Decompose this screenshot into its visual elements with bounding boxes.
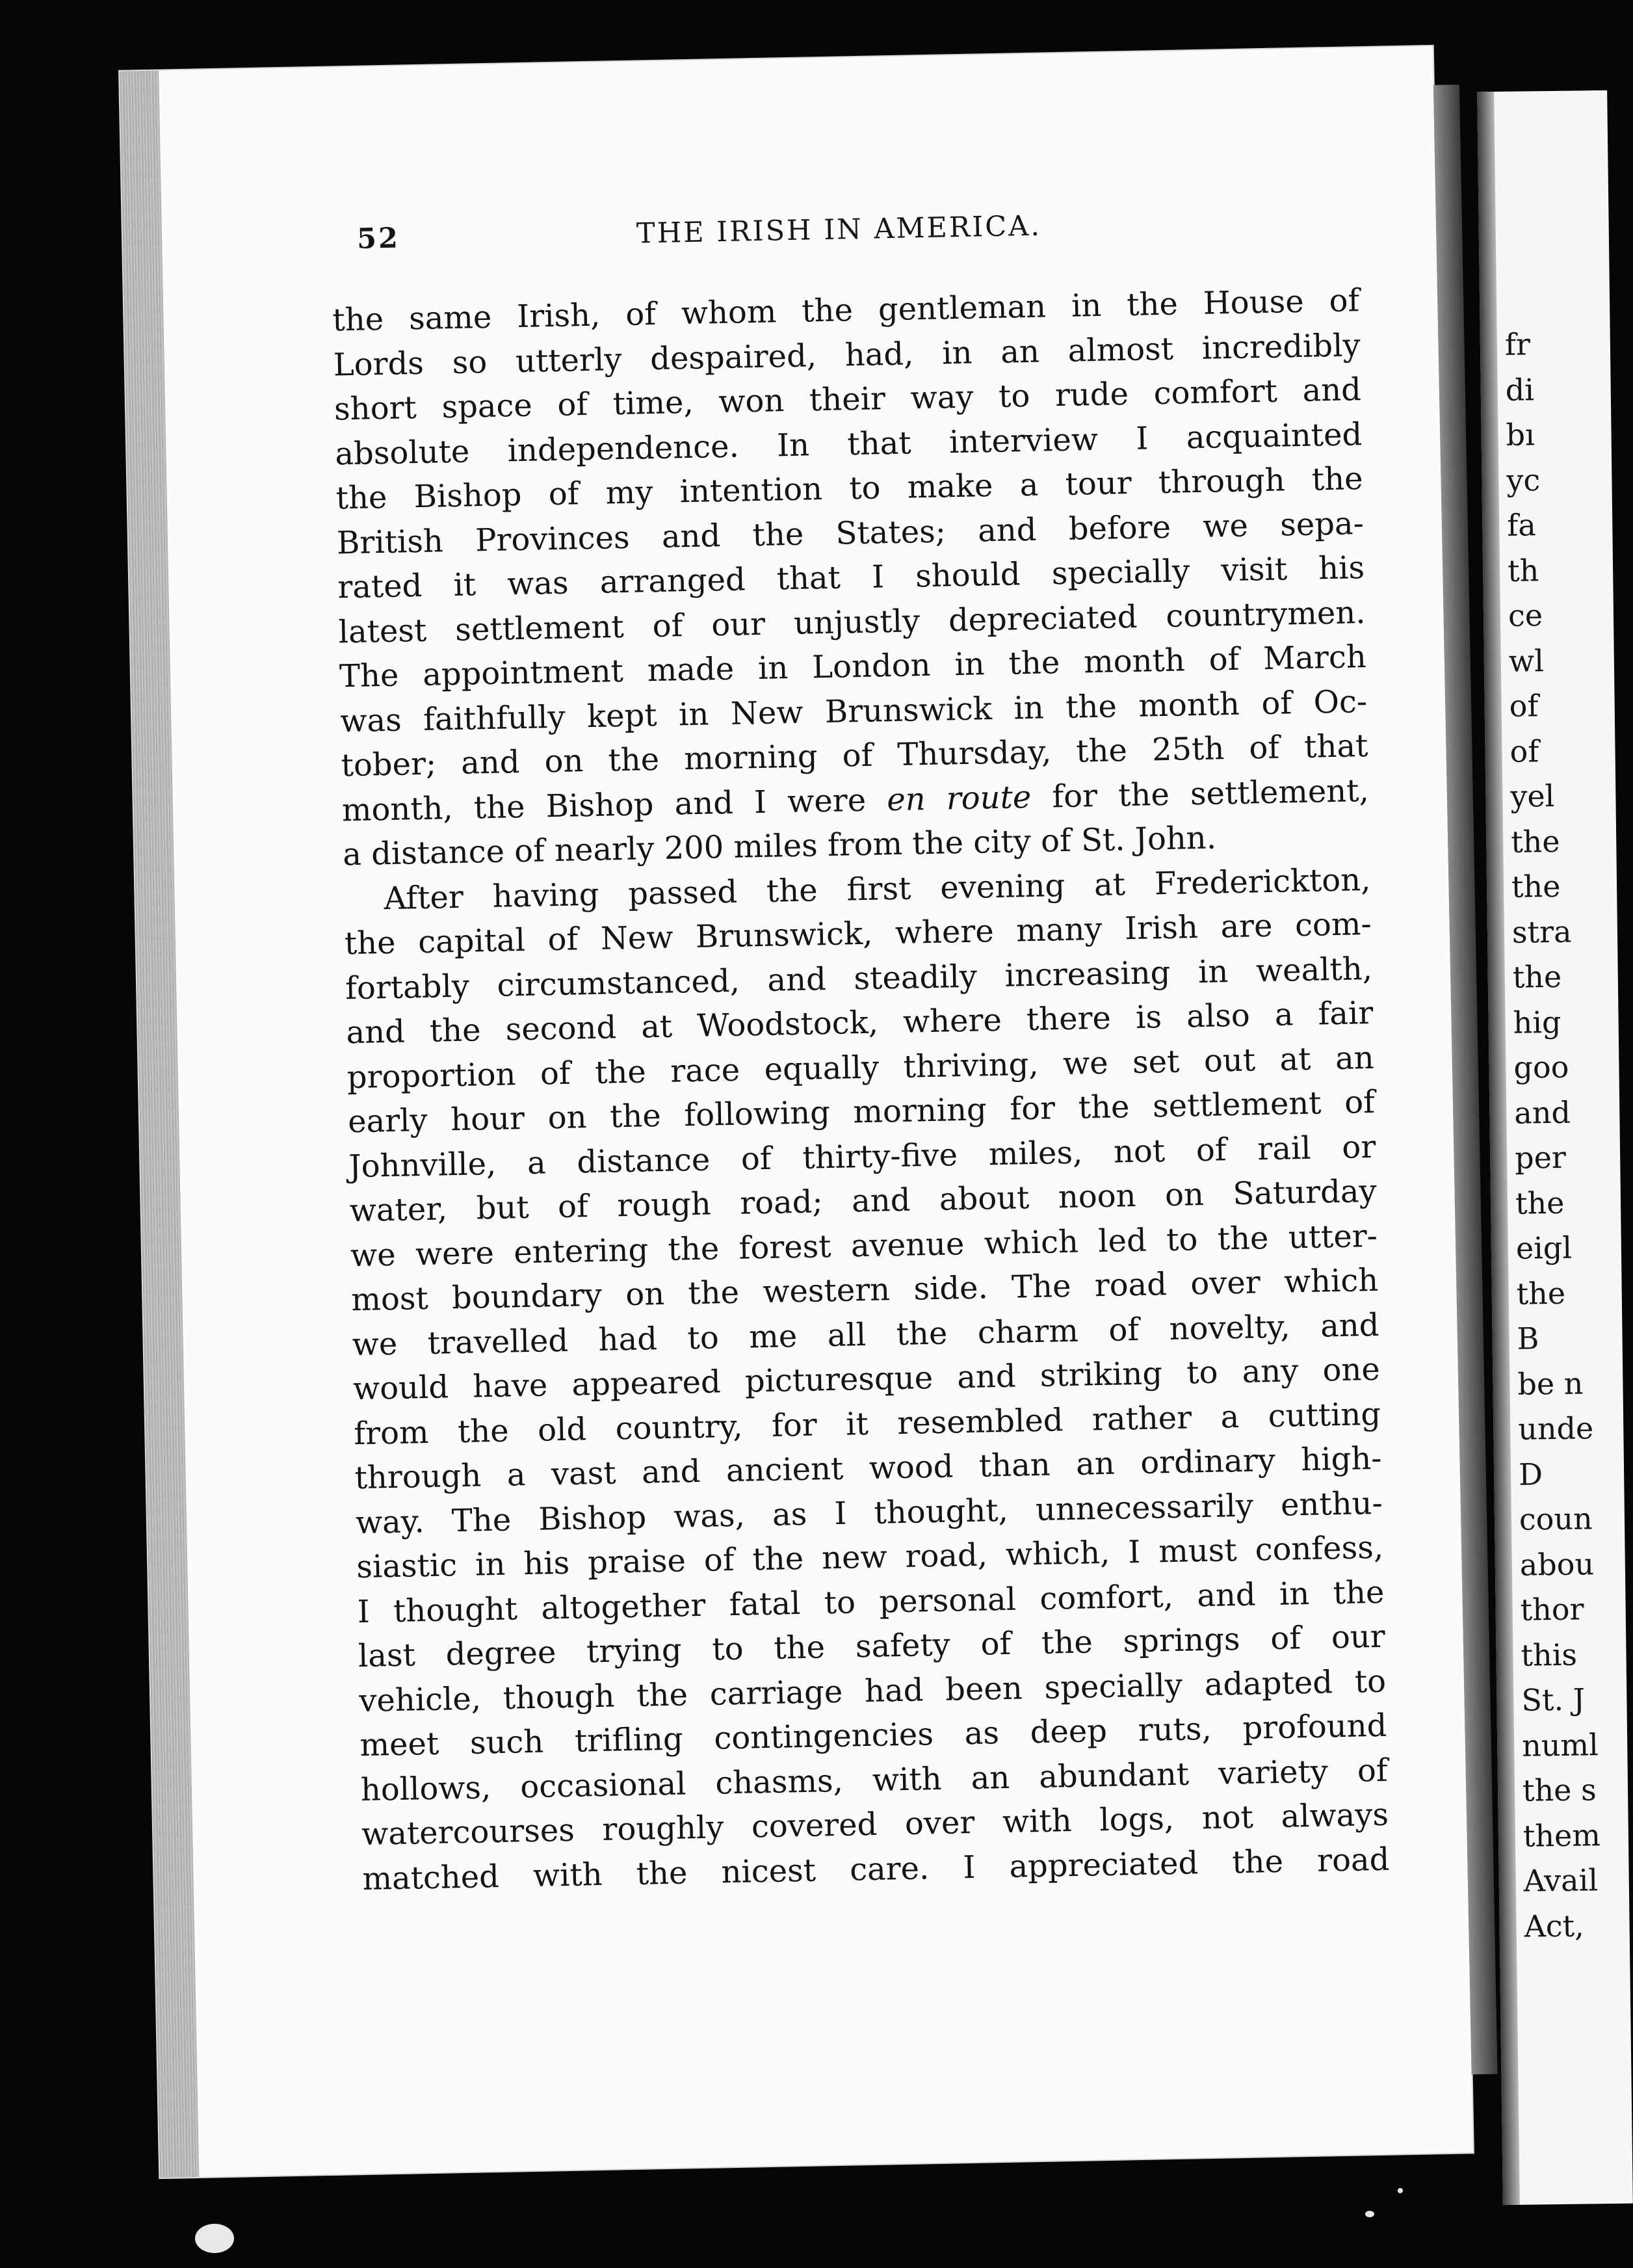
text-line: last degree trying to the safety of the springs of our [358, 1618, 1386, 1675]
fragment-line: fr [1504, 326, 1531, 362]
text-line: early hour on the following morning for the settlement of [347, 1083, 1376, 1141]
fragment-line: yc [1506, 462, 1541, 498]
text-line: latest settlement of our unjustly depreciated countrymen. [338, 594, 1366, 650]
fragment-line: fa [1506, 507, 1537, 543]
dust-speck [1398, 2188, 1403, 2193]
text-line: After having passed the first evening at Frederickton, [384, 861, 1371, 917]
fragment-line: goo [1513, 1049, 1569, 1085]
text-line: absolute independence. In that interview I acquainted [334, 415, 1363, 472]
text-line: Johnville, a distance of thirty-five miles, not of rail or [348, 1128, 1376, 1185]
text-line: I thought altogether fatal to personal comfort, and in the [357, 1574, 1385, 1630]
body-text [332, 278, 1390, 1901]
text-line: rated it was arranged that I should specially visit his [337, 549, 1365, 606]
text-line: siastic in his praise of the new road, which, I must confess, [356, 1529, 1384, 1586]
text-line: water, but of rough road; and about noon on Saturday [349, 1172, 1378, 1230]
fragment-line: per [1514, 1139, 1567, 1176]
text-line: proportion of the race equally thriving, we set out at an [346, 1039, 1375, 1096]
text-line: short space of time, won their way to rude comfort and [333, 371, 1362, 428]
text-line: the same Irish, of whom the gentleman in the House of [332, 282, 1360, 339]
dust-speck [195, 2224, 234, 2253]
text-line: was faithfully kept in New Brunswick in the month of Oc- [339, 683, 1368, 739]
dust-speck [1365, 2211, 1374, 2217]
text-line: most boundary on the western side. The road over which [350, 1261, 1379, 1319]
page-number: 52 [356, 222, 400, 256]
text-line: Lords so utterly despaired, had, in an almost incredibly [333, 326, 1361, 383]
text-line: and the second at Woodstock, where there is also a fair [345, 994, 1374, 1051]
fragment-line: numl [1521, 1726, 1599, 1763]
fragment-line: wl [1508, 642, 1545, 679]
fragment-line: St. J [1521, 1681, 1586, 1718]
adjacent-page-text [1504, 321, 1602, 1949]
text-line: British Provinces and the States; and before we sepa- [336, 505, 1365, 561]
fragment-line: of [1509, 733, 1539, 769]
fragment-line: the [1511, 868, 1561, 904]
text-line: The appointment made in London in the month of March [339, 639, 1367, 695]
text-line: vehicle, though the carriage had been specially adapted to [358, 1663, 1387, 1719]
text-line: the Bishop of my intention to make a tour through the [335, 460, 1364, 517]
running-head [356, 203, 1384, 256]
text-line: we were entering the forest avenue which led to the utter- [350, 1217, 1378, 1274]
text-line: fortably circumstanced, and steadily increasing in wealth, [345, 950, 1373, 1007]
fragment-line: the [1516, 1275, 1566, 1312]
text-line: watercourses roughly covered over with logs, not always [361, 1796, 1389, 1853]
fragment-line: th [1507, 552, 1539, 588]
text-line: a distance of nearly 200 miles from the city of St. John. [342, 819, 1217, 873]
text-line: through a vast and ancient wood than an ordinary high- [354, 1440, 1382, 1497]
text-line: tober; and on the morning of Thursday, the 25th of that [341, 728, 1368, 784]
fragment-line: abou [1519, 1546, 1595, 1583]
fragment-line: Avail [1523, 1862, 1599, 1899]
fragment-line: coun [1519, 1501, 1593, 1537]
fragment-line: the [1515, 1185, 1565, 1221]
text-line: way. The Bishop was, as I thought, unnecessarily enthu- [355, 1484, 1383, 1541]
fragment-line: the [1510, 823, 1560, 860]
fragment-line: D [1518, 1456, 1543, 1492]
fragment-line: them [1522, 1817, 1601, 1854]
running-head-title: THE IRISH IN AMERICA. [636, 209, 1042, 250]
text-line: month, the Bishop and I were en route for the settlement, [341, 772, 1370, 828]
fragment-line: eigl [1515, 1230, 1573, 1266]
adjacent-page [1477, 90, 1633, 2205]
fragment-line: of [1509, 688, 1539, 724]
text-line: matched with the nicest care. I appreciated the road [361, 1841, 1390, 1897]
text-line: would have appeared picturesque and striking to any one [352, 1351, 1381, 1408]
fragment-line: B [1517, 1321, 1539, 1356]
fragment-line: the s [1522, 1772, 1597, 1808]
scanned-page [120, 46, 1473, 2178]
fragment-line: di [1505, 371, 1535, 408]
fragment-line: Act, [1524, 1908, 1585, 1944]
fragment-line: the [1512, 958, 1562, 995]
fragment-line: bı [1506, 417, 1535, 453]
fragment-line: ce [1508, 598, 1543, 633]
fragment-line: hig [1513, 1004, 1561, 1040]
fragment-line: thor [1520, 1591, 1584, 1628]
fragment-line: this [1521, 1637, 1578, 1673]
text-line: the capital of New Brunswick, where many Irish are com- [344, 905, 1372, 962]
text-line: we travelled had to me all the charm of novelty, and [352, 1306, 1379, 1363]
fragment-line: stra [1511, 914, 1572, 950]
fragment-line: unde [1517, 1410, 1594, 1447]
page-edge-stack [120, 71, 199, 2178]
fragment-line: yel [1510, 778, 1555, 814]
text-line: hollows, occasional chasms, with an abundant variety of [360, 1752, 1389, 1808]
text-line: from the old country, for it resembled rather a cutting [353, 1395, 1381, 1452]
fragment-line: and [1514, 1094, 1571, 1131]
text-line: meet such trifling contingencies as deep ruts, profound [359, 1707, 1387, 1764]
fragment-line: be n [1517, 1365, 1584, 1402]
